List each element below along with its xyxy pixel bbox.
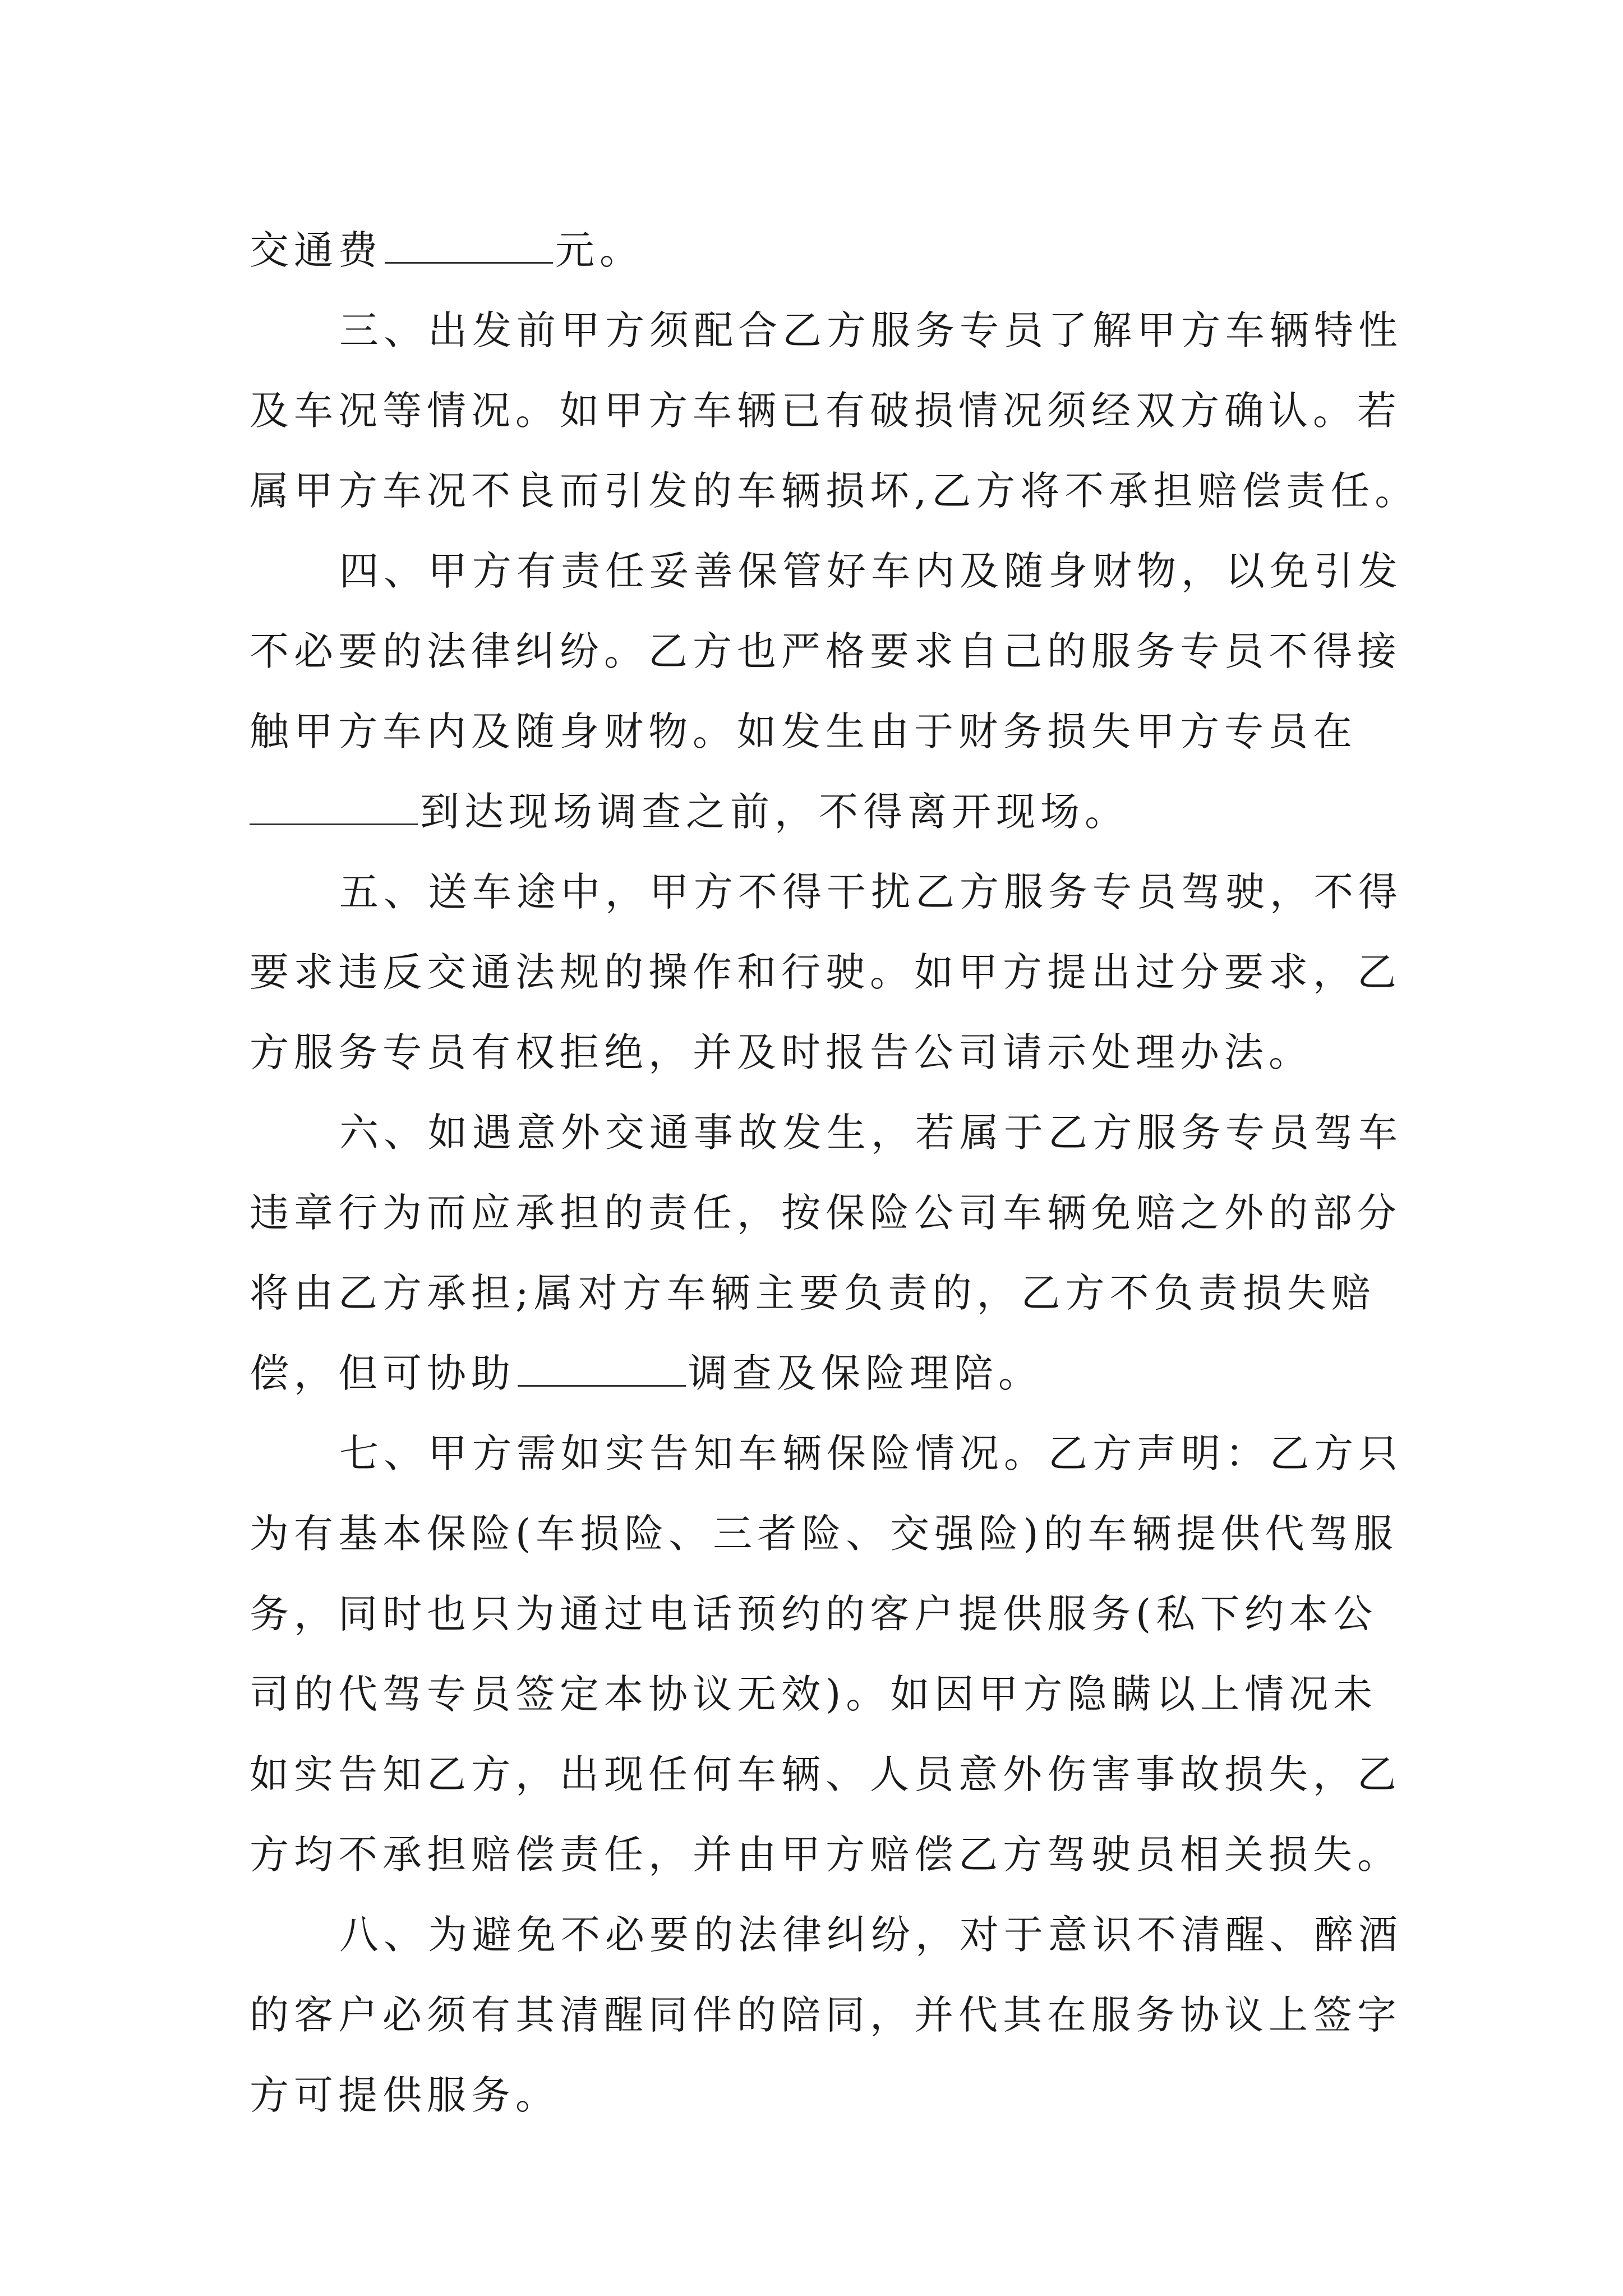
clause-four-line-1: 四、甲方有责任妥善保管好车内及随身财物，以免引发 bbox=[339, 548, 1403, 594]
transport-fee-line bbox=[250, 210, 1391, 291]
clause-four bbox=[250, 531, 1403, 852]
clause-four-blank[interactable] bbox=[250, 789, 418, 825]
clause-three bbox=[250, 291, 1419, 531]
clause-four-line-4-text: 到达现场调查之前，不得离开现场。 bbox=[420, 789, 1129, 835]
clause-five-line-1: 五、送车途中，甲方不得干扰乙方服务专员驾驶，不得 bbox=[339, 869, 1403, 915]
document-body bbox=[250, 210, 1419, 2136]
clause-six bbox=[250, 1093, 1403, 1414]
transport-fee-label: 交通费 bbox=[250, 227, 382, 273]
clause-three-line-2: 及车况等情况。如甲方车辆已有破损情况须经双方确认。若 bbox=[250, 388, 1401, 434]
clause-six-line-3: 将由乙方承担;属对方车辆主要负责的，乙方不负责损失赔 bbox=[250, 1270, 1376, 1316]
clause-four-line-3: 触甲方车内及随身财物。如发生由于财务损失甲方专员在 bbox=[250, 708, 1357, 754]
clause-six-line-4-after: 调查及保险理陪。 bbox=[688, 1350, 1043, 1396]
clause-seven-line-5: 如实告知乙方，出现任何车辆、人员意外伤害事故损失，乙 bbox=[250, 1751, 1401, 1797]
clause-eight-line-3: 方可提供服务。 bbox=[250, 2072, 560, 2118]
clause-five bbox=[250, 852, 1403, 1093]
clause-three-line-3: 属甲方车况不良而引发的车辆损坏,乙方将不承担赔偿责任。 bbox=[250, 468, 1419, 514]
clause-six-line-2: 违章行为而应承担的责任，按保险公司车辆免赔之外的部分 bbox=[250, 1190, 1401, 1236]
clause-three-line-1: 三、出发前甲方须配合乙方服务专员了解甲方车辆特性 bbox=[339, 307, 1403, 353]
clause-eight bbox=[250, 1895, 1403, 2136]
clause-five-line-3: 方服务专员有权拒绝，并及时报告公司请示处理办法。 bbox=[250, 1029, 1313, 1075]
clause-seven-line-3: 务，同时也只为通过电话预约的客户提供服务(私下约本公 bbox=[250, 1591, 1378, 1637]
clause-seven-line-6: 方均不承担赔偿责任，并由甲方赔偿乙方驾驶员相关损失。 bbox=[250, 1832, 1401, 1878]
clause-seven-line-2: 为有基本保险(车损险、三者险、交强险)的车辆提供代驾服 bbox=[250, 1511, 1398, 1557]
clause-eight-line-2: 的客户必须有其清醒同伴的陪同，并代其在服务协议上签字 bbox=[250, 1992, 1401, 2038]
clause-seven bbox=[250, 1414, 1403, 1895]
clause-six-blank[interactable] bbox=[518, 1350, 686, 1387]
clause-four-line-4 bbox=[250, 772, 1391, 852]
transport-fee-unit: 元。 bbox=[555, 227, 644, 273]
clause-five-line-2: 要求违反交通法规的操作和行驶。如甲方提出过分要求，乙 bbox=[250, 949, 1401, 995]
clause-six-line-4 bbox=[250, 1333, 1391, 1414]
clause-four-line-2: 不必要的法律纠纷。乙方也严格要求自己的服务专员不得接 bbox=[250, 628, 1401, 674]
clause-eight-line-1: 八、为避免不必要的法律纠纷，对于意识不清醒、醉酒 bbox=[339, 1912, 1403, 1958]
clause-six-line-1: 六、如遇意外交通事故发生，若属于乙方服务专员驾车 bbox=[339, 1110, 1403, 1156]
transport-fee-blank[interactable] bbox=[385, 227, 553, 264]
clause-seven-line-4: 司的代驾专员签定本协议无效)。如因甲方隐瞒以上情况未 bbox=[250, 1671, 1378, 1717]
clause-six-line-4-before: 偿，但可协助 bbox=[250, 1350, 515, 1396]
clause-seven-line-1: 七、甲方需如实告知车辆保险情况。乙方声明：乙方只 bbox=[339, 1430, 1403, 1476]
